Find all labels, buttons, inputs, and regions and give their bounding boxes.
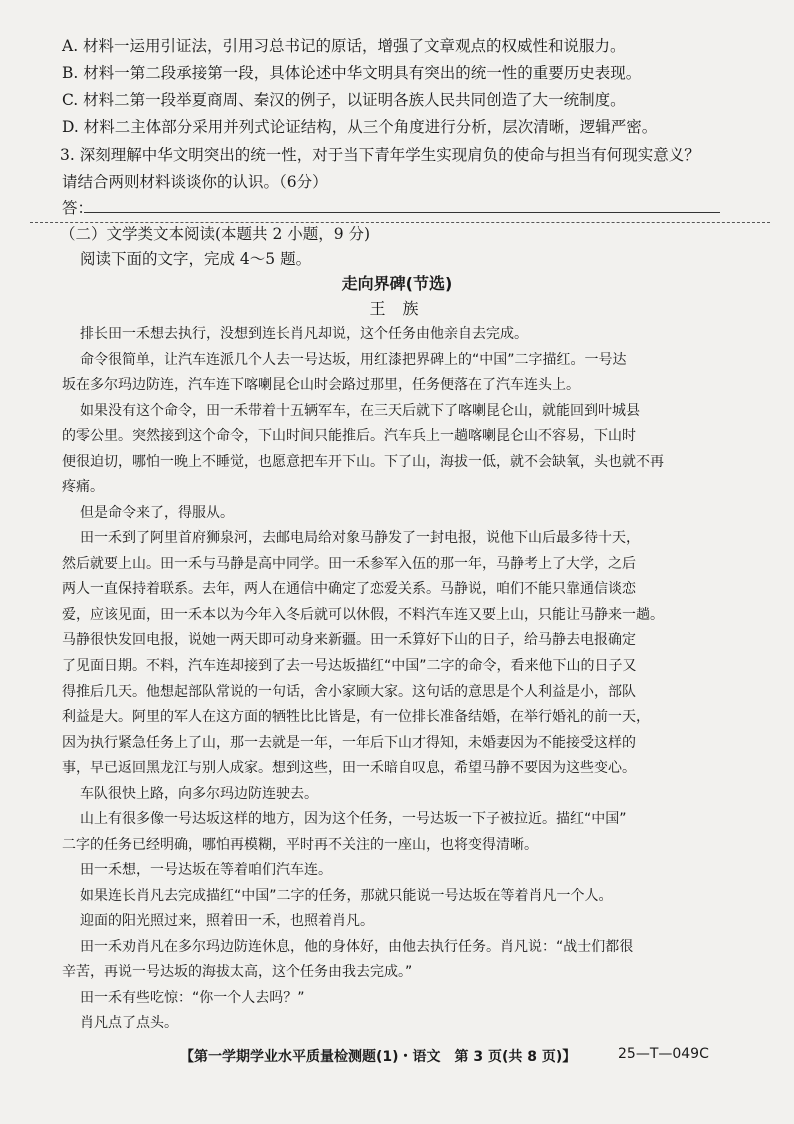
- story-line: 两人一直保持着联系。去年，两人在通信中确定了恋爱关系。马静说，咱们不能只靠通信谈恋: [62, 581, 636, 598]
- story-line: 山上有很多像一号达坂这样的地方，因为这个任务，一号达坂一下子被拉近。描红“中国”: [80, 811, 627, 828]
- question-3-line-1: 3. 深刻理解中华文明突出的统一性，对于当下青年学生实现肩负的使命与担当有何现实意义？: [60, 146, 700, 164]
- story-line: 如果没有这个命令，田一禾带着十五辆军车，在三天后就下了喀喇昆仑山，就能回到叶城县: [80, 402, 640, 419]
- story-line: 疼痛。: [62, 479, 104, 496]
- footer-code: 25—T—049C: [618, 1046, 709, 1062]
- story-line: 便很迫切，哪怕一晚上不睡觉，也愿意把车开下山。下了山，海拔一低，就不会缺氧，头也就不再: [62, 453, 664, 470]
- footer-label: 【第一学期学业水平质量检测题(1)・语文 第 3 页(共 8 页)】: [180, 1049, 577, 1065]
- story-line: 马静很快发回电报，说她一两天即可动身来新疆。田一禾算好下山的日子，给马静去电报确定: [62, 632, 636, 649]
- story-line: 然后就要上山。田一禾与马静是高中同学。田一禾参军入伍的那一年，马静考上了大学，之后: [62, 555, 636, 572]
- story-line: 排长田一禾想去执行，没想到连长肖凡却说，这个任务由他亲自去完成。: [80, 326, 528, 342]
- story-line: 爱，应该见面，田一禾本以为今年入冬后就可以休假，不料汽车连又要上山，只能让马静来一趟。: [62, 606, 664, 623]
- story-line: 利益是大。阿里的军人在这方面的牺牲比比皆是，有一位排长准备结婚，在举行婚礼的前一天，: [62, 709, 650, 726]
- story-line: 车队很快上路，向多尔玛边防连驶去。: [80, 785, 318, 802]
- story-line: 田一禾有些吃惊：“你一个人去吗？”: [80, 989, 305, 1006]
- story-line: 得推后几天。他想起部队常说的一句话，舍小家顾大家。这句话的意思是个人利益是小，部队: [62, 683, 636, 700]
- story-line: 田一禾想，一号达坂在等着咱们汽车连。: [80, 862, 332, 879]
- option-a: A. 材料一运用引证法，引用习总书记的原话，增强了文章观点的权威性和说服力。: [62, 37, 626, 55]
- question-3-line-2: 请结合两则材料谈谈你的认识。（6分）: [62, 173, 328, 191]
- story-line: 事，早已返回黑龙江与别人成家。想到这些，田一禾暗自叹息，希望马静不要因为这些变心。: [62, 760, 636, 777]
- section-instruction: 阅读下面的文字，完成 4～5 题。: [80, 250, 312, 268]
- story-line: 如果连长肖凡去完成描红“中国”二字的任务，那就只能说一号达坂在等着肖凡一个人。: [80, 887, 613, 904]
- story-line: 的零公里。突然接到这个命令，下山时间只能推后。汽车兵上一趟喀喇昆仑山不容易，下山时: [62, 428, 636, 445]
- answer-line[interactable]: [84, 212, 720, 213]
- story-line: 迎面的阳光照过来，照着田一禾，也照着肖凡。: [80, 913, 374, 930]
- divider: [30, 222, 770, 223]
- story-line: 二字的任务已经明确，哪怕再模糊，平时再不关注的一座山，也将变得清晰。: [62, 836, 538, 853]
- answer-label: 答：: [62, 199, 94, 217]
- option-c: C. 材料二第一段举夏商周、秦汉的例子，以证明各族人民共同创造了大一统制度。: [62, 91, 626, 109]
- story-title: 走向界碑(节选): [341, 274, 453, 293]
- section-heading: （二）文学类文本阅读(本题共 2 小题，9 分): [60, 225, 371, 243]
- story-line: 肖凡点了点头。: [80, 1015, 178, 1032]
- story-line: 但是命令来了，得服从。: [80, 504, 234, 521]
- story-line: 命令很简单，让汽车连派几个人去一号达坂，用红漆把界碑上的“中国”二字描红。一号达: [80, 351, 627, 368]
- story-line: 坂在多尔玛边防连，汽车连下喀喇昆仑山时会路过那里，任务便落在了汽车连头上。: [62, 377, 580, 394]
- story-line: 田一禾劝肖凡在多尔玛边防连休息，他的身体好，由他去执行任务。肖凡说：“战士们都很: [80, 938, 634, 955]
- story-line: 了见面日期。不料，汽车连却接到了去一号达坂描红“中国”二字的命令，看来他下山的日子又: [62, 657, 637, 674]
- page-footer: [0, 1044, 794, 1068]
- story-author: 王 族: [369, 299, 425, 318]
- story-line: 田一禾到了阿里首府狮泉河，去邮电局给对象马静发了一封电报，说他下山后最多待十天，: [80, 530, 640, 547]
- story-line: 因为执行紧急任务上了山，那一去就是一年，一年后下山才得知，未婚妻因为不能接受这样的: [62, 734, 636, 751]
- option-d: D. 材料二主体部分采用并列式论证结构，从三个角度进行分析，层次清晰，逻辑严密。: [62, 118, 658, 136]
- option-b: B. 材料一第二段承接第一段，具体论述中华文明具有突出的统一性的重要历史表现。: [62, 64, 642, 82]
- story-line: 辛苦，再说一号达坂的海拔太高，这个任务由我去完成。”: [62, 964, 413, 981]
